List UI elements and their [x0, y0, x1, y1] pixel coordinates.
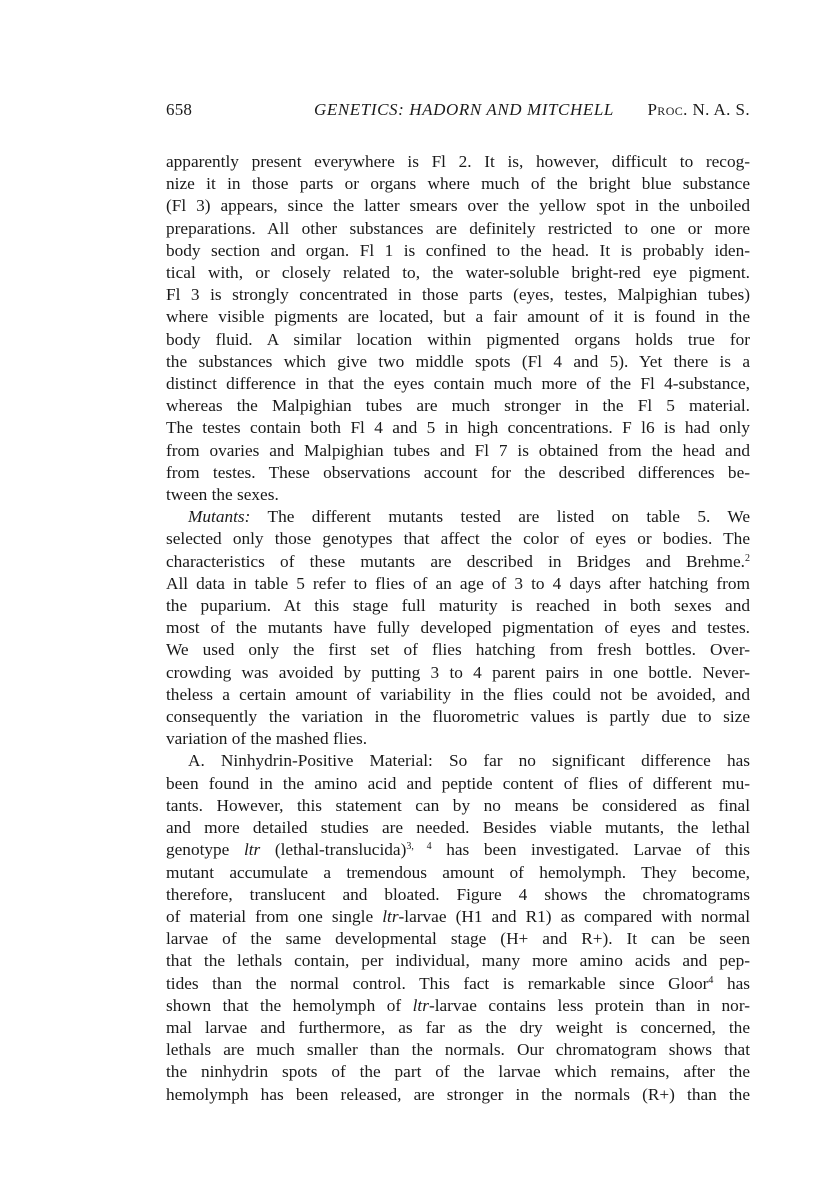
text-line: tween the sexes.	[166, 485, 279, 505]
text-line: most of the mutants have fully developed pigmentation of eyes and testes.	[166, 618, 750, 638]
section-heading-mutants: Mutants:	[188, 507, 251, 527]
genotype-ltr: ltr	[382, 906, 399, 926]
text-line: preparations. All other substances are definitely restricted to one or more	[166, 218, 750, 238]
running-title: GENETICS: HADORN AND MITCHELL	[314, 100, 614, 119]
text-line: tides than the normal control. This fact is remarkable since Gloor$^4$ has	[166, 973, 750, 993]
body-text	[166, 151, 750, 1106]
text-line: body section and organ. Fl 1 is confined to the head. It is probably iden-	[166, 240, 750, 260]
paragraph-fluorescent-substances	[166, 151, 750, 506]
text-line: from ovaries and Malpighian tubes and Fl 7 is obtained from the head and	[166, 440, 750, 460]
text-line: Fl 3 is strongly concentrated in those parts (eyes, testes, Malpighian tubes)	[166, 285, 750, 305]
paragraph-ninhydrin	[166, 750, 750, 1105]
running-head	[166, 100, 750, 124]
reference-superscript: 4	[708, 974, 714, 986]
text-line: genotype ltr (lethal-translucida)$^{3, 4}$ has been investigated. Larvae of this	[166, 840, 750, 860]
text-line: therefore, translucent and bloated. Figure 4 shows the chromatograms	[166, 884, 750, 904]
text-line: the puparium. At this stage full maturity is reached in both sexes and	[166, 596, 750, 616]
text-line: We used only the first set of flies hatching from fresh bottles. Over-	[166, 640, 750, 660]
text-line: mutant accumulate a tremendous amount of hemolymph. They become,	[166, 862, 750, 882]
text-line: larvae of the same developmental stage (H+ and R+). It can be seen	[166, 929, 750, 949]
reference-superscript: 2	[745, 552, 750, 564]
text-line: the substances which give two middle spots (Fl 4 and 5). Yet there is a	[166, 351, 750, 371]
journal-page	[166, 100, 750, 1106]
text-line: been found in the amino acid and peptide content of flies of different mu-	[166, 773, 750, 793]
journal-name: Proc. N. A. S.	[647, 100, 750, 119]
text-line: shown that the hemolymph of ltr-larvae contains less protein than in nor-	[166, 995, 750, 1015]
text-line: tical with, or closely related to, the water-soluble bright-red eye pigment.	[166, 263, 750, 283]
text-line: of material from one single ltr-larvae (H1 and R1) as compared with normal	[166, 906, 750, 926]
genotype-ltr: ltr	[243, 840, 261, 860]
text-line: Mutants: The different mutants tested are listed on table 5. We	[188, 507, 750, 527]
text-line: where visible pigments are located, but a fair amount of it is found in the	[166, 307, 750, 327]
text-line: variation of the mashed flies.	[166, 729, 368, 749]
text-line: consequently the variation in the fluorometric values is partly due to size	[166, 707, 750, 727]
text-line: whereas the Malpighian tubes are much stronger in the Fl 5 material.	[166, 396, 750, 416]
text-line: (Fl 3) appears, since the latter smears over the yellow spot in the unboiled	[166, 196, 750, 216]
text-line: apparently present everywhere is Fl 2. It is, however, difficult to recog-	[166, 152, 750, 171]
page-number: 658	[166, 100, 193, 119]
text-line: All data in table 5 refer to flies of an age of 3 to 4 days after hatching from	[166, 573, 750, 593]
text-line: theless a certain amount of variability in the flies could not be avoided, and	[166, 684, 750, 704]
genotype-ltr: ltr	[412, 995, 429, 1015]
text-line: and more detailed studies are needed. Besides viable mutants, the lethal	[166, 818, 750, 838]
text-line: hemolymph has been released, are stronger in the normals (R+) than the	[166, 1084, 750, 1104]
text-line: body fluid. A similar location within pigmented organs holds true for	[166, 329, 750, 349]
text-line: The testes contain both Fl 4 and 5 in high concentrations. F l6 is had only	[166, 418, 750, 438]
text-line: from testes. These observations account for the described differences be-	[166, 462, 750, 482]
reference-superscript: 3, 4	[406, 841, 432, 853]
text-line: mal larvae and furthermore, as far as the dry weight is concerned, the	[166, 1017, 750, 1037]
text-line: lethals are much smaller than the normals. Our chromatogram shows that	[166, 1040, 750, 1060]
text-line: crowding was avoided by putting 3 to 4 parent pairs in one bottle. Never-	[166, 662, 750, 682]
text-line: tants. However, this statement can by no means be considered as final	[166, 795, 750, 815]
paragraph-mutants	[166, 506, 750, 750]
text-line: A. Ninhydrin-Positive Material: So far no significant difference has	[188, 751, 750, 771]
text-line: nize it in those parts or organs where much of the bright blue substance	[166, 174, 750, 194]
text-line: characteristics of these mutants are described in Bridges and Brehme.$^2$	[166, 551, 750, 571]
text-line: that the lethals contain, per individual, many more amino acids and pep-	[166, 951, 750, 971]
text-line: distinct difference in that the eyes contain much more of the Fl 4-substance,	[166, 374, 750, 394]
text-line: selected only those genotypes that affect the color of eyes or bodies. The	[166, 529, 750, 549]
text-line: the ninhydrin spots of the part of the larvae which remains, after the	[166, 1062, 750, 1082]
